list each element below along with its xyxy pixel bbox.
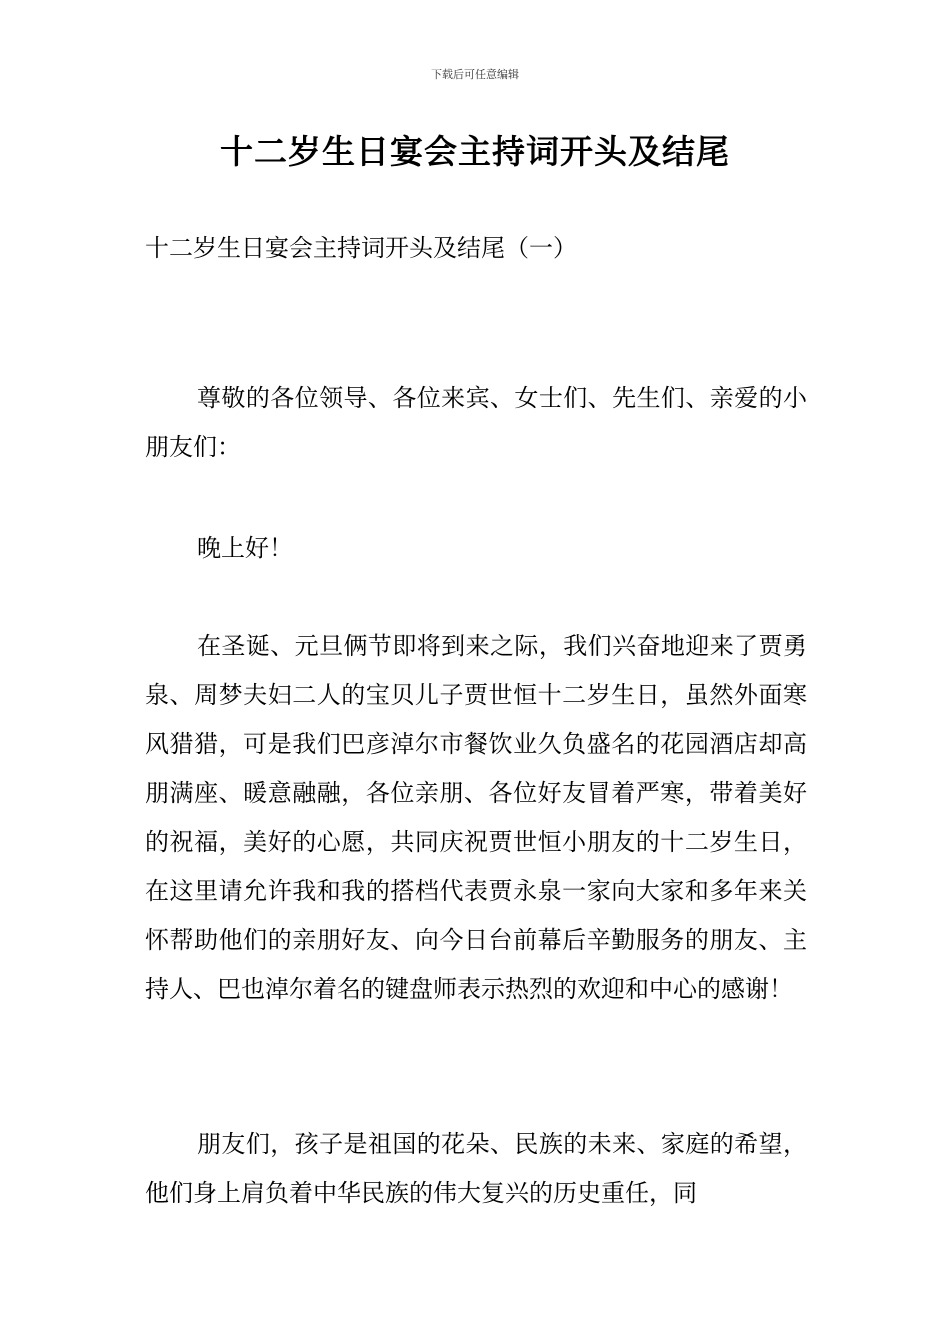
paragraph-greeting: 尊敬的各位领导、各位来宾、女士们、先生们、亲爱的小朋友们：: [145, 384, 807, 461]
document-title: 十二岁生日宴会主持词开头及结尾: [220, 132, 730, 171]
section-heading: 十二岁生日宴会主持词开头及结尾（一）: [145, 234, 577, 262]
paragraph-good-evening: 晚上好！: [197, 534, 293, 562]
header-note: 下载后可任意编辑: [431, 68, 519, 81]
paragraph-opening: 在圣诞、元旦俩节即将到来之际，我们兴奋地迎来了贾勇泉、周梦夫妇二人的宝贝儿子贾世恒十二岁生日，虽然外面寒风猎猎，可是我们巴彦淖尔市餐饮业久负盛名的花园酒店却高朋满座、暖意融融，各位亲朋、各位好友冒着严寒，带着美好的祝福，美好的心愿，共同庆祝贾世恒小朋友的十二岁生日，在这里请允许我和我的搭档代表贾永泉一家向大家和多年来关怀帮助他们的亲朋好友、向今日台前幕后辛勤服务的朋友、主持人、巴也淖尔着名的键盘师表示热烈的欢迎和中心的感谢！: [145, 632, 807, 1003]
paragraph-friends: 朋友们，孩子是祖国的花朵、民族的未来、家庭的希望，他们身上肩负着中华民族的伟大复兴的历史重任，同: [145, 1130, 807, 1207]
